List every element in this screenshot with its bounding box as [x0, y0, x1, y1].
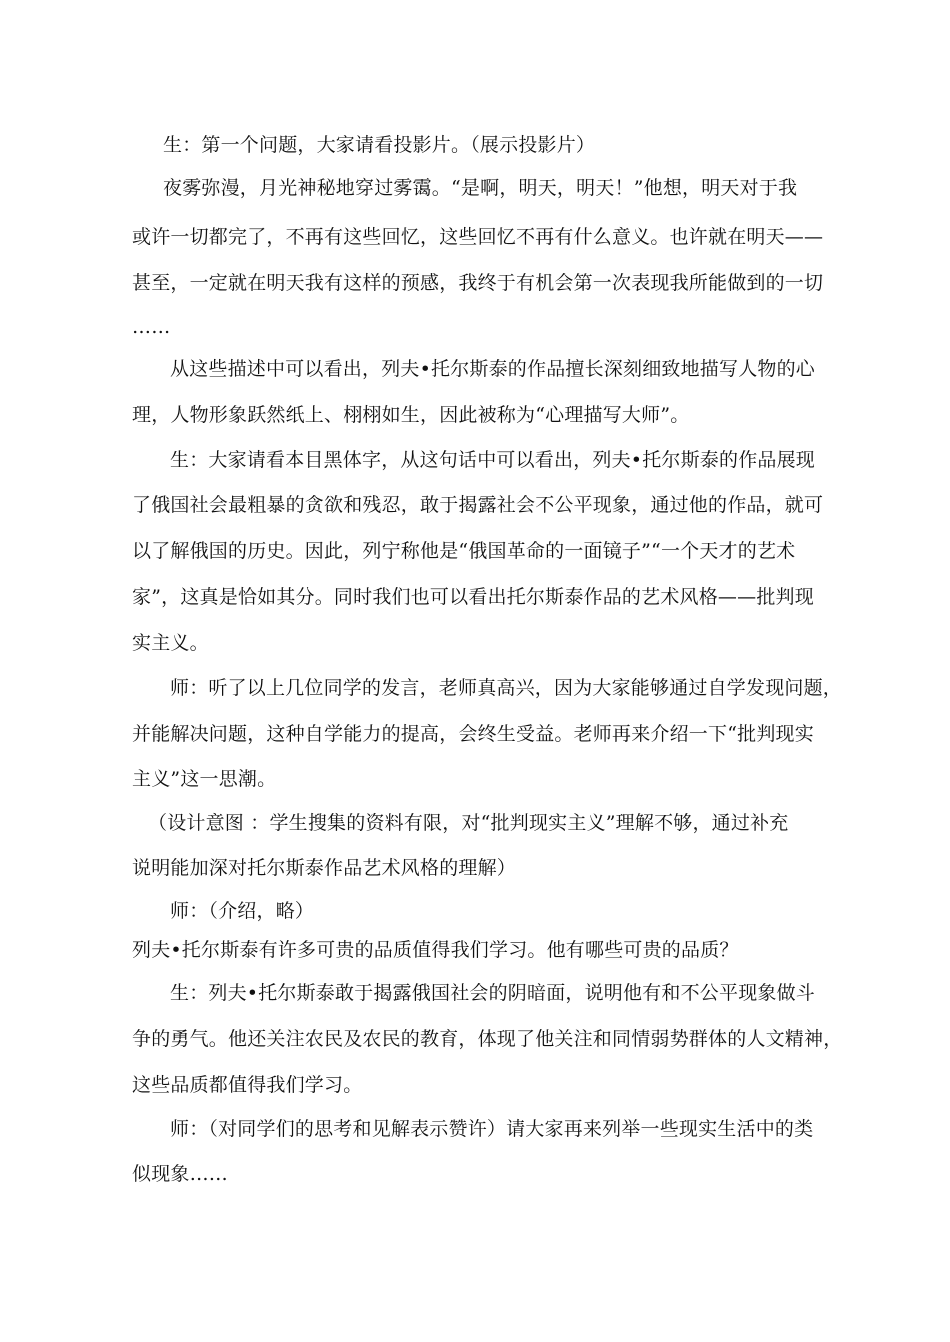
- text-line: 夜雾弥漫，月光神秘地穿过雾霭。“是啊，明天，明天！”他想，明天对于我: [163, 177, 798, 199]
- text-line: 师：（对同学们的思考和见解表示赞许）请大家再来列举一些现实生活中的类: [170, 1118, 814, 1140]
- text-line: 并能解决问题，这种自学能力的提高，会终生受益。老师再来介绍一下“批判现实: [132, 723, 814, 745]
- text-line: 从这些描述中可以看出，列夫•托尔斯泰的作品擅长深刻细致地描写人物的心: [170, 358, 816, 380]
- text-line: 家”，这真是恰如其分。同时我们也可以看出托尔斯泰作品的艺术风格——批判现: [132, 586, 814, 608]
- text-line: （设计意图 ：学生搜集的资料有限，对“批判现实主义”理解不够，通过补充: [148, 812, 789, 834]
- text-line: 实主义。: [132, 632, 209, 654]
- text-line: 似现象……: [132, 1163, 229, 1185]
- text-line: 生：大家请看本目黑体字，从这句话中可以看出，列夫•托尔斯泰的作品展现: [170, 449, 816, 471]
- text-line: 生：列夫•托尔斯泰敢于揭露俄国社会的阴暗面，说明他有和不公平现象做斗: [170, 982, 816, 1004]
- text-line: 师：（介绍，略）: [170, 900, 315, 922]
- text-line: 以了解俄国的历史。因此，列宁称他是“俄国革命的一面镜子”“一个天才的艺术: [132, 540, 796, 562]
- text-line: 生：第一个问题，大家请看投影片。（展示投影片）: [163, 134, 596, 156]
- text-line: 列夫•托尔斯泰有许多可贵的品质值得我们学习。他有哪些可贵的品质？: [132, 939, 739, 961]
- text-line: 这些品质都值得我们学习。: [132, 1074, 363, 1096]
- text-line: 甚至，一定就在明天我有这样的预感，我终于有机会第一次表现我所能做到的一切: [132, 272, 824, 294]
- text-line: 主义”这一思潮。: [132, 768, 277, 790]
- text-line: 争的勇气。他还关注农民及农民的教育，体现了他关注和同情弱势群体的人文精神，: [132, 1028, 843, 1050]
- text-line: 了俄国社会最粗暴的贪欲和残忍，敢于揭露社会不公平现象，通过他的作品，就可: [132, 494, 824, 516]
- text-line: 理，人物形象跃然纸上、栩栩如生，因此被称为“心理描写大师”。: [132, 404, 690, 426]
- text-line: 说明能加深对托尔斯泰作品艺术风格的理解）: [132, 857, 517, 879]
- text-line: 或许一切都完了，不再有这些回忆，这些回忆不再有什么意义。也许就在明天——: [132, 226, 824, 248]
- text-line: 师：听了以上几位同学的发言，老师真高兴，因为大家能够通过自学发现问题，: [170, 677, 843, 699]
- text-line: ……: [132, 316, 171, 338]
